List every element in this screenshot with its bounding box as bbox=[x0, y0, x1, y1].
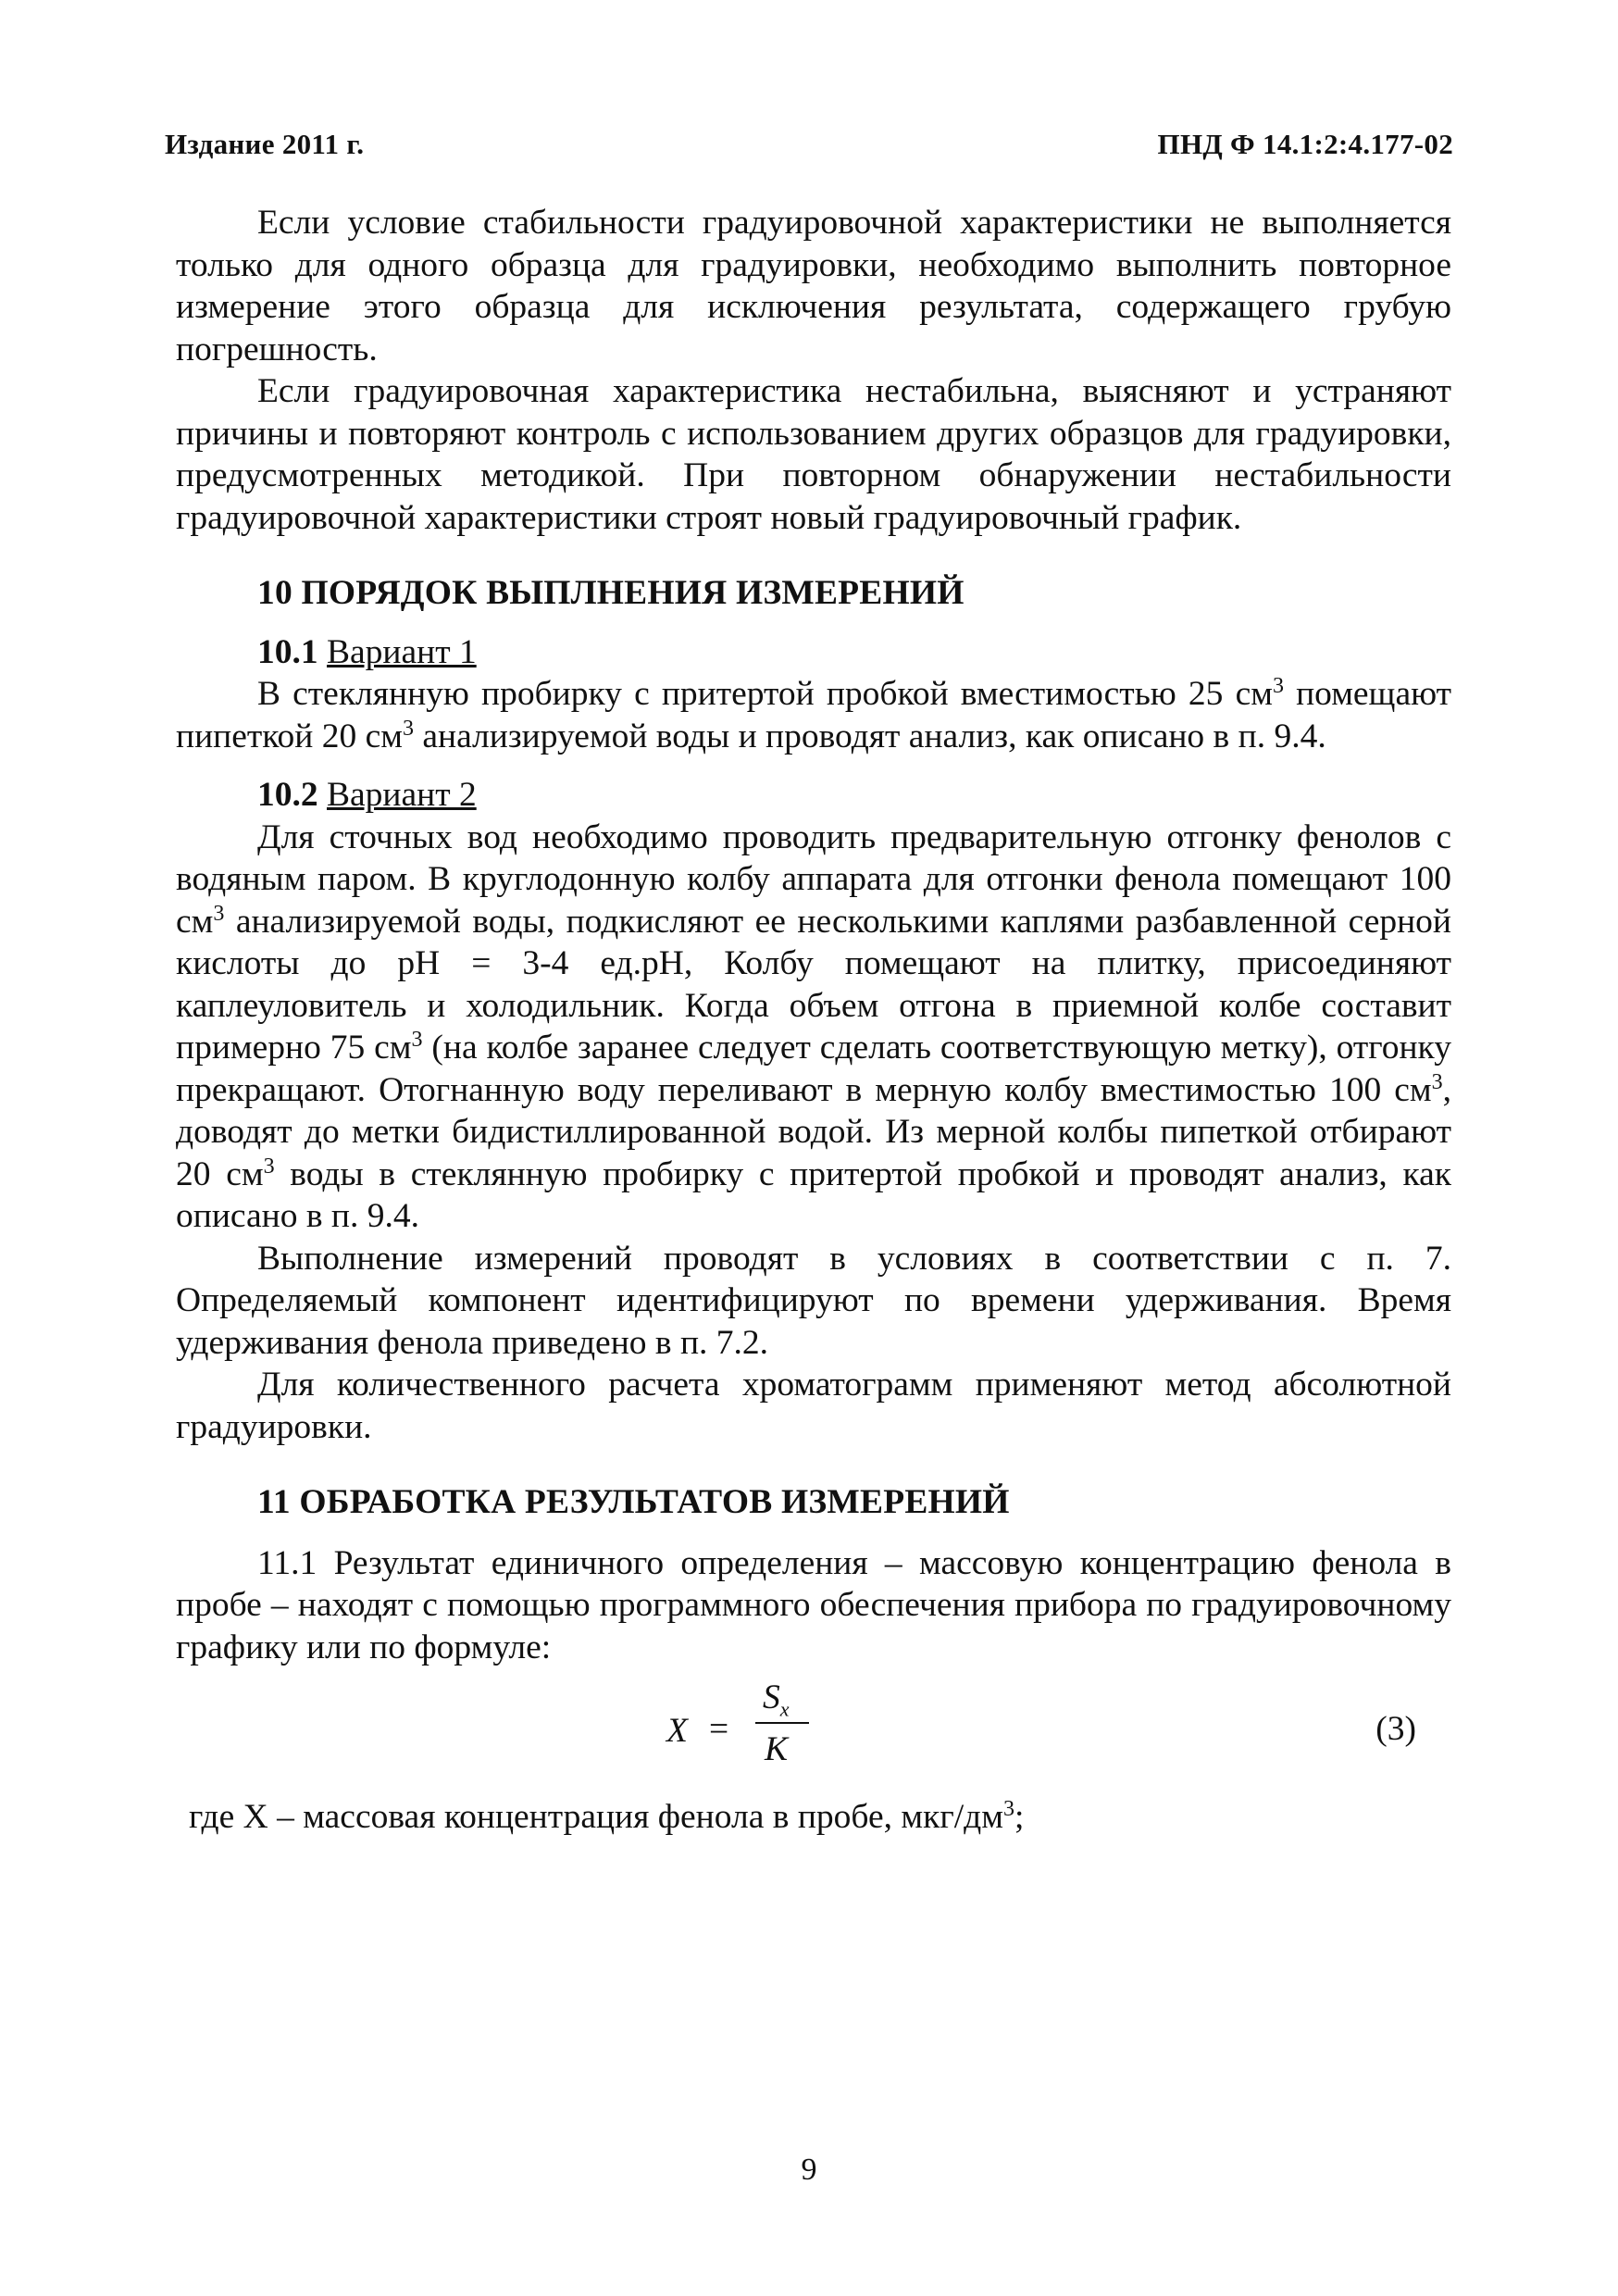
where-clause bbox=[189, 1796, 1451, 1839]
paragraph-variant-2 bbox=[176, 817, 1451, 1238]
section-10-heading: 10 ПОРЯДОК ВЫПЛНЕНИЯ ИЗМЕРЕНИЙ bbox=[257, 574, 965, 612]
formula-lhs: X bbox=[666, 1712, 688, 1750]
section-11-heading: 11 ОБРАБОТКА РЕЗУЛЬТАТОВ ИЗМЕРЕНИЙ bbox=[257, 1483, 1010, 1521]
text-run: где X – массовая концентрация фенола в пробе, мкг/дм bbox=[189, 1798, 1003, 1836]
paragraph-unstable: Если градуировочная характеристика нестабильна, выясняют и устраняют причины и повторяют контроль с использованием других образцов для градуировки, предусмотренных методикой. При повторном обнаружении нестабильности градуировочной характеристики строят новый градуировочный график. bbox=[176, 372, 1451, 537]
subsection-number: 10.1 bbox=[257, 632, 318, 671]
edition-label: Издание 2011 г. bbox=[165, 128, 365, 160]
text-run: анализируемой воды, подкисляют ее несколькими каплями разбавленной серной кислоты до рН = 3-4 ед.рН, Колбу помещают на плитку, присоединяют каплеуловитель и холодильник. Когда объем отгона в приемной колбе составит примерно 75 см bbox=[176, 902, 1451, 1067]
formula-numerator bbox=[763, 1678, 790, 1722]
text-run: ; bbox=[1014, 1798, 1025, 1836]
subsection-number: 10.2 bbox=[257, 776, 318, 814]
equation-number: (3) bbox=[1375, 1710, 1416, 1748]
subsection-label: Вариант 1 bbox=[327, 632, 477, 671]
document-code: ПНД Ф 14.1:2:4.177-02 bbox=[1157, 128, 1453, 160]
superscript: 3 bbox=[1002, 1797, 1014, 1821]
text-run: помещают пипеткой 20 см bbox=[176, 675, 1451, 755]
text-run: анализируемой воды и проводят анализ, как описано в п. 9.4. bbox=[414, 717, 1326, 755]
numerator-subscript: x bbox=[779, 1697, 790, 1721]
fraction-bar bbox=[755, 1722, 809, 1724]
superscript: 3 bbox=[213, 901, 225, 926]
text-run: , доводят до метки бидистиллированной водой. Из мерной колбы пипеткой отбирают 20 см bbox=[176, 1070, 1451, 1193]
superscript: 3 bbox=[403, 716, 414, 741]
formula-equals: = bbox=[709, 1710, 729, 1748]
superscript: 3 bbox=[1272, 674, 1284, 698]
text-run: (на колбе заранее следует сделать соответствующую метку), отгонку прекращают. Отогнанную воду переливают в мерную колбу вместимостью 100 см bbox=[176, 1029, 1451, 1109]
text-run: воды в стеклянную пробирку с притертой пробкой и проводят анализ, как описано в п. 9.4. bbox=[176, 1154, 1451, 1235]
subsection-10-1-heading bbox=[176, 631, 1451, 674]
subsection-10-2-heading bbox=[176, 774, 1451, 817]
page-header bbox=[165, 128, 1453, 161]
paragraph-calculation: Для количественного расчета хроматограмм применяют метод абсолютной градуировки. bbox=[176, 1366, 1451, 1446]
formula-3 bbox=[176, 1678, 1451, 1778]
formula-denominator: K bbox=[765, 1730, 789, 1768]
paragraph-11-1: 11.1 Результат единичного определения – массовую концентрацию фенола в пробе – находят с помощью программного обеспечения прибора по градуировочному графику или по формуле: bbox=[176, 1543, 1451, 1666]
paragraph-stability: Если условие стабильности градуировочной характеристики не выполняется только для одного образца для градуировки, необходимо выполнить повторное измерение этого образца для исключения результата, содержащего грубую погрешность. bbox=[176, 204, 1451, 368]
superscript: 3 bbox=[411, 1028, 423, 1052]
page-number: 9 bbox=[801, 2152, 817, 2187]
paragraph-variant-1 bbox=[176, 673, 1451, 757]
superscript: 3 bbox=[263, 1154, 275, 1179]
superscript: 3 bbox=[1431, 1069, 1443, 1094]
fraction bbox=[666, 1678, 852, 1778]
text-run: В стеклянную пробирку с притертой пробкой вместимостью 25 см bbox=[257, 675, 1273, 713]
subsection-label: Вариант 2 bbox=[327, 776, 477, 814]
text-run: Для сточных вод необходимо проводить предварительную отгонку фенолов с водяным паром. В круглодонную колбу аппарата для отгонки фенола помещают 100 см bbox=[176, 817, 1451, 941]
numerator-base: S bbox=[763, 1678, 780, 1716]
document-body bbox=[176, 202, 1451, 1839]
paragraph-execution: Выполнение измерений проводят в условиях в соответствии с п. 7. Определяемый компонент идентифицируют по времени удерживания. Время удерживания фенола приведено в п. 7.2. bbox=[176, 1239, 1451, 1362]
